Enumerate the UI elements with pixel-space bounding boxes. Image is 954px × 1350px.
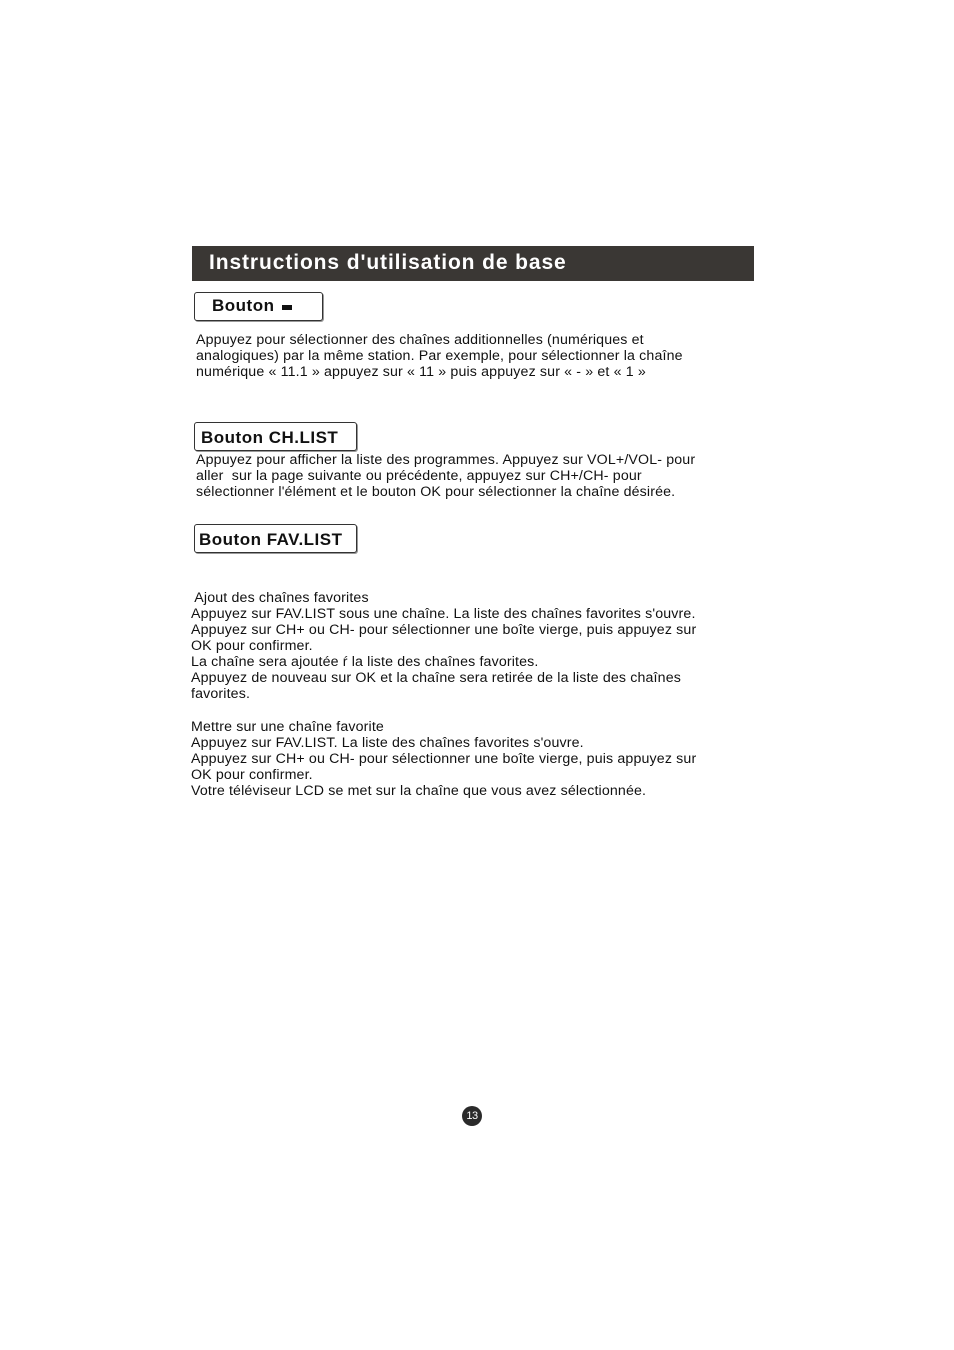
favlist-add-description: Ajout des chaînes favorites Appuyez sur FAV.LIST sous une chaîne. La liste des chaînes favorites s'ouvre. Appuyez sur CH+ ou CH- pour sélectionner une boîte vierge, puis appuyez sur OK pour confirmer. La chaîne sera ajoutée ŕ la liste des chaînes favorites. Appuyez de nouveau sur OK et la chaîne sera retirée de la liste des chaînes favorites. bbox=[191, 590, 697, 702]
page-number: 13 bbox=[462, 1106, 482, 1126]
button-label-minus bbox=[194, 292, 323, 321]
page-title: Instructions d'utilisation de base bbox=[209, 251, 567, 274]
chlist-button-description: Appuyez pour afficher la liste des programmes. Appuyez sur VOL+/VOL- pour aller sur la page suivante ou précédente, appuyez sur CH+/CH- pour sélectionner l'élément et le bouton OK pour sélectionner la chaîne désirée. bbox=[196, 452, 696, 500]
button-label-text: Bouton bbox=[212, 296, 275, 315]
favlist-tune-description: Mettre sur une chaîne favorite Appuyez sur FAV.LIST. La liste des chaînes favorites s'ouvre. Appuyez sur CH+ ou CH- pour sélectionner une boîte vierge, puis appuyez sur OK pour confirmer. Votre téléviseur LCD se met sur la chaîne que vous avez sélectionnée. bbox=[191, 719, 697, 799]
minus-button-description: Appuyez pour sélectionner des chaînes additionnelles (numériques et analogiques) par la même station. Par exemple, pour sélectionner la chaîne numérique « 11.1 » appuyez sur « 11 » puis appuyez sur « - » et « 1 » bbox=[196, 332, 683, 380]
minus-icon bbox=[282, 305, 292, 310]
button-label-favlist bbox=[194, 524, 357, 553]
button-label-text: Bouton FAV.LIST bbox=[199, 530, 343, 549]
section-title-bar bbox=[192, 246, 754, 281]
button-label-chlist bbox=[194, 422, 357, 451]
button-label-text: Bouton CH.LIST bbox=[201, 428, 339, 447]
